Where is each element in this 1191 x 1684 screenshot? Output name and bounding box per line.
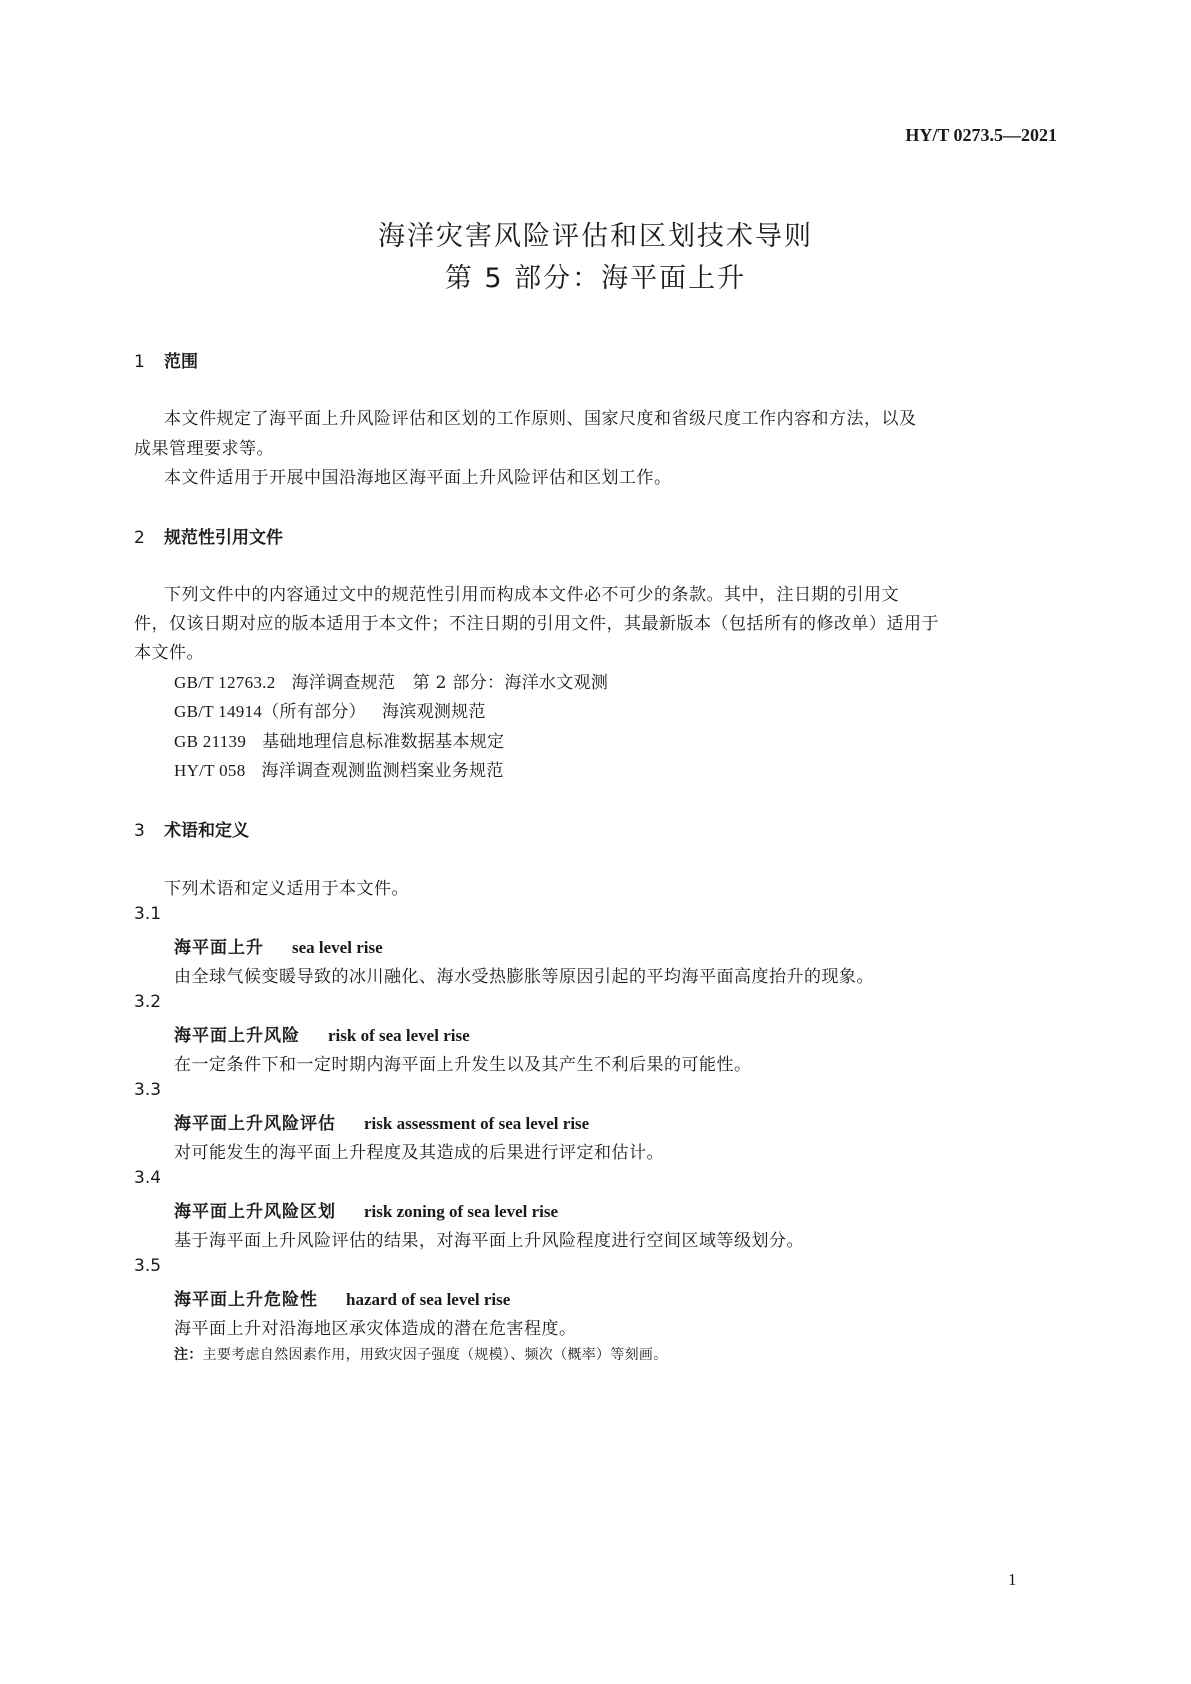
term-english: risk of sea level rise bbox=[328, 1026, 470, 1045]
term-chinese: 海平面上升危险性 bbox=[174, 1290, 318, 1310]
reference-code: GB/T 12763.2 bbox=[174, 673, 276, 692]
normative-reference bbox=[174, 756, 504, 781]
term-english: sea level rise bbox=[292, 938, 383, 957]
term-definition: 对可能发生的海平面上升程度及其造成的后果进行评定和估计。 bbox=[174, 1143, 664, 1163]
reference-code: GB/T 14914（所有部分） bbox=[174, 702, 366, 721]
term-chinese: 海平面上升风险评估 bbox=[174, 1114, 336, 1134]
section-number: 3 bbox=[134, 821, 145, 841]
paragraph: 下列术语和定义适用于本文件。 bbox=[164, 879, 409, 899]
section-title: 规范性引用文件 bbox=[164, 528, 283, 548]
term-definition: 由全球气候变暖导致的冰川融化、海水受热膨胀等原因引起的平均海平面高度抬升的现象。 bbox=[174, 967, 874, 987]
normative-reference bbox=[174, 697, 486, 722]
term-entry bbox=[174, 1109, 589, 1134]
section-1-heading bbox=[134, 347, 198, 372]
document-title: 海洋灾害风险评估和区划技术导则 bbox=[378, 221, 813, 252]
section-2-heading bbox=[134, 523, 283, 548]
paragraph-line: 件，仅该日期对应的版本适用于本文件；不注日期的引用文件，其最新版本（包括所有的修改单）适用于 bbox=[134, 614, 939, 634]
paragraph-line: 下列文件中的内容通过文中的规范性引用而构成本文件必不可少的条款。其中，注日期的引用文 bbox=[164, 585, 899, 605]
standard-code: HY/T 0273.5—2021 bbox=[905, 125, 1057, 145]
paragraph: 本文件适用于开展中国沿海地区海平面上升风险评估和区划工作。 bbox=[164, 468, 672, 488]
reference-title: 海洋调查规范 第 2 部分：海洋水文观测 bbox=[291, 673, 609, 693]
term-entry bbox=[174, 1197, 558, 1222]
note-label: 注： bbox=[174, 1347, 203, 1363]
reference-code: GB 21139 bbox=[174, 732, 247, 751]
paragraph-line: 本文件。 bbox=[134, 643, 204, 663]
paragraph-line: 成果管理要求等。 bbox=[134, 439, 274, 459]
note bbox=[174, 1344, 668, 1364]
term-chinese: 海平面上升 bbox=[174, 938, 264, 958]
term-entry bbox=[174, 1021, 470, 1046]
term-english: risk assessment of sea level rise bbox=[364, 1114, 590, 1133]
term-chinese: 海平面上升风险 bbox=[174, 1026, 300, 1046]
term-number: 3.4 bbox=[134, 1168, 162, 1188]
normative-reference bbox=[174, 727, 504, 752]
reference-title: 基础地理信息标准数据基本规定 bbox=[262, 732, 505, 752]
reference-code: HY/T 058 bbox=[174, 761, 246, 780]
term-number: 3.5 bbox=[134, 1256, 162, 1276]
reference-title: 海滨观测规范 bbox=[381, 702, 486, 722]
term-definition: 基于海平面上升风险评估的结果，对海平面上升风险程度进行空间区域等级划分。 bbox=[174, 1231, 804, 1251]
term-definition: 海平面上升对沿海地区承灾体造成的潜在危害程度。 bbox=[174, 1319, 577, 1339]
term-english: risk zoning of sea level rise bbox=[364, 1202, 559, 1221]
note-text: 主要考虑自然因素作用，用致灾因子强度（规模）、频次（概率）等刻画。 bbox=[202, 1347, 668, 1363]
term-english: hazard of sea level rise bbox=[346, 1290, 511, 1309]
term-entry bbox=[174, 1285, 510, 1310]
term-entry bbox=[174, 933, 383, 958]
page-number: 1 bbox=[1008, 1570, 1017, 1589]
term-number: 3.2 bbox=[134, 992, 162, 1012]
document-subtitle: 第 5 部分：海平面上升 bbox=[444, 263, 747, 294]
reference-title: 海洋调查观测监测档案业务规范 bbox=[261, 761, 504, 781]
section-title: 术语和定义 bbox=[164, 821, 249, 841]
normative-reference bbox=[174, 668, 608, 693]
section-number: 2 bbox=[134, 528, 145, 548]
term-definition: 在一定条件下和一定时期内海平面上升发生以及其产生不利后果的可能性。 bbox=[174, 1055, 752, 1075]
term-number: 3.1 bbox=[134, 904, 162, 924]
section-title: 范围 bbox=[164, 352, 198, 372]
paragraph-line: 本文件规定了海平面上升风险评估和区划的工作原则、国家尺度和省级尺度工作内容和方法，以及 bbox=[164, 409, 917, 429]
section-3-heading bbox=[134, 816, 249, 841]
term-chinese: 海平面上升风险区划 bbox=[174, 1202, 336, 1222]
term-number: 3.3 bbox=[134, 1080, 162, 1100]
section-number: 1 bbox=[134, 352, 145, 372]
